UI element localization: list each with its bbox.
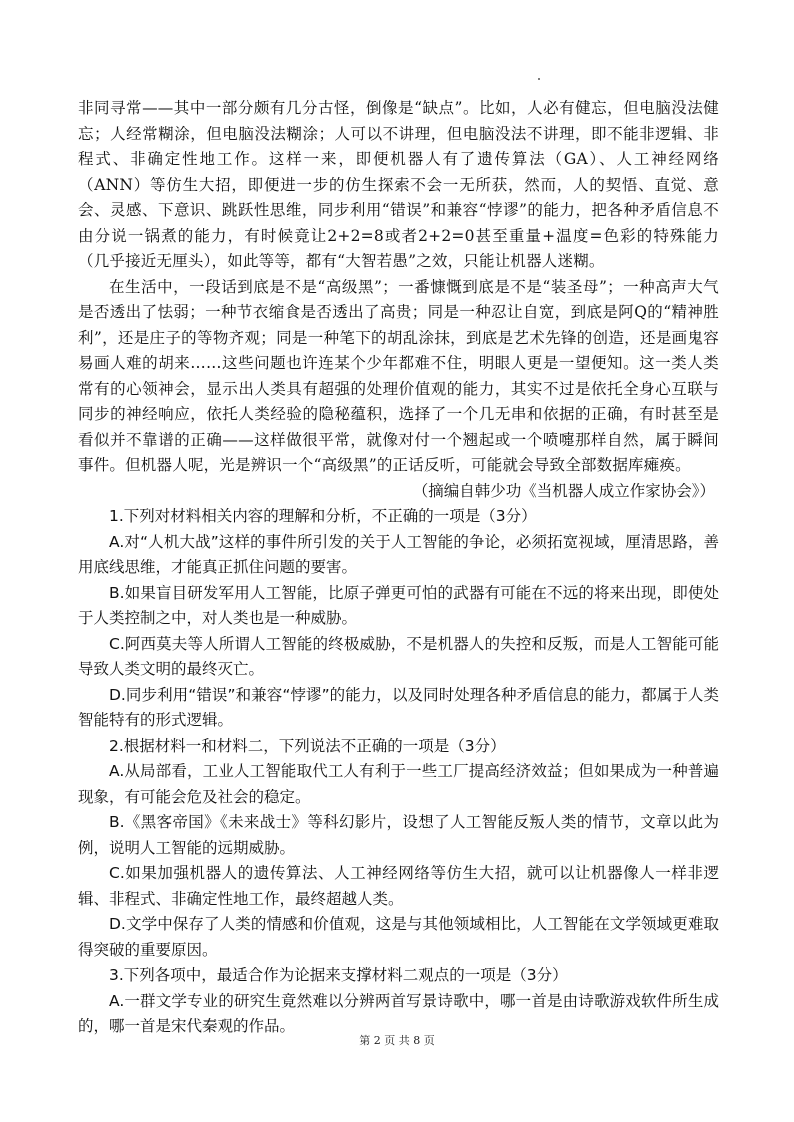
question-2-option-b: B.《黑客帝国》《未来战士》等科幻影片，设想了人工智能反叛人类的情节，文章以此为例，说明人工智能的远期威胁。 bbox=[78, 813, 719, 857]
question-2-option-d: D.文学中保存了人类的情感和价值观，这是与其他领域相比，人工智能在文学领域更难取得突破的重要原因。 bbox=[78, 915, 719, 959]
scan-dot bbox=[538, 78, 540, 80]
question-1-option-d: D.同步利用“错误”和兼容“悖谬”的能力，以及同时处理各种矛盾信息的能力，都属于人类智能特有的形式逻辑。 bbox=[78, 685, 719, 729]
passage-paragraph-2: 在生活中，一段话到底是不是“高级黑”；一番慷慨到底是不是“装圣母”；一种高声大气是否透出了怯弱；一种节衣缩食是否透出了高贵；同是一种忍让自宽，到底是阿Q的“精神胜利”，还是庄子的等物齐观；同是一种笔下的胡乱涂抹，到底是艺术先锋的创造，还是画鬼容易画人难的胡来……这些问题也许连某个少年都难不住，明眼人更是一望便知。这一类人类常有的心领神会，显示出人类具有超强的处理价值观的能力，其实不过是依托全身心互联与同步的神经响应，依托人类经验的隐秘蕴积，选择了一个几无串和依据的正确，有时甚至是看似并不靠谱的正确——这样做很平常，就像对付一个翘起或一个喷嚏那样自然，属于瞬间事件。但机器人呢，光是辨识一个“高级黑”的正话反听，可能就会导致全部数据库瘫痪。 bbox=[78, 277, 719, 474]
question-1-option-c: C.阿西莫夫等人所谓人工智能的终极威胁，不是机器人的失控和反叛，而是人工智能可能导致人类文明的最终灭亡。 bbox=[78, 634, 719, 678]
question-2-option-a: A.从局部看，工业人工智能取代工人有利于一些工厂提高经济效益；但如果成为一种普遍现象，有可能会危及社会的稳定。 bbox=[78, 762, 719, 806]
question-1-stem: 1.下列对材料相关内容的理解和分析，不正确的一项是（3分） bbox=[109, 507, 537, 525]
question-1-option-a: A.对“人机大战”这样的事件所引发的关于人工智能的争论，必须拓宽视域，厘清思路，善用底线思维，才能真正抓住问题的要害。 bbox=[78, 532, 719, 576]
question-1-option-b: B.如果盲目研发军用人工智能，比原子弹更可怕的武器有可能在不远的将来出现，即使处于人类控制之中，对人类也是一种威胁。 bbox=[78, 583, 719, 627]
question-3-stem: 3.下列各项中，最适合作为论据来支撑材料二观点的一项是（3分） bbox=[109, 966, 568, 984]
page-footer: 第 2 页 共 8 页 bbox=[359, 1034, 435, 1047]
question-3-option-a: A.一群文学专业的研究生竟然难以分辨两首写景诗歌中，哪一首是由诗歌游戏软件所生成的，哪一首是宋代秦观的作品。 bbox=[78, 991, 719, 1035]
question-2-stem: 2.根据材料一和材料二，下列说法不正确的一项是（3分） bbox=[109, 736, 506, 755]
passage-attribution: （摘编自韩少功《当机器人成立作家协会》） bbox=[412, 481, 715, 500]
question-2-option-c: C.如果加强机器人的遗传算法、人工神经网络等仿生大招，就可以让机器像人一样非逻辑、非程式、非确定性地工作，最终超越人类。 bbox=[78, 864, 719, 908]
passage-paragraph-1: 非同寻常——其中一部分颇有几分古怪，倒像是“缺点”。比如，人必有健忘，但电脑没法健忘；人经常糊涂，但电脑没法糊涂；人可以不讲理，但电脑没法不讲理，即不能非逻辑、非程式、非确定性地工作。这样一来，即便机器人有了遗传算法（GA）、人工神经网络（ANN）等仿生大招，即便进一步的仿生探索不会一无所获，然而，人的契悟、直觉、意会、灵感、下意识、跳跃性思维，同步利用“错误”和兼容“悖谬”的能力，把各种矛盾信息不由分说一锅煮的能力，有时候竟让2+2=8或者2+2=0甚至重量+温度=色彩的特殊能力（几乎接近无厘头），如此等等，都有“大智若愚”之效，只能让机器人迷糊。 bbox=[78, 99, 719, 270]
page-content bbox=[78, 96, 719, 1040]
